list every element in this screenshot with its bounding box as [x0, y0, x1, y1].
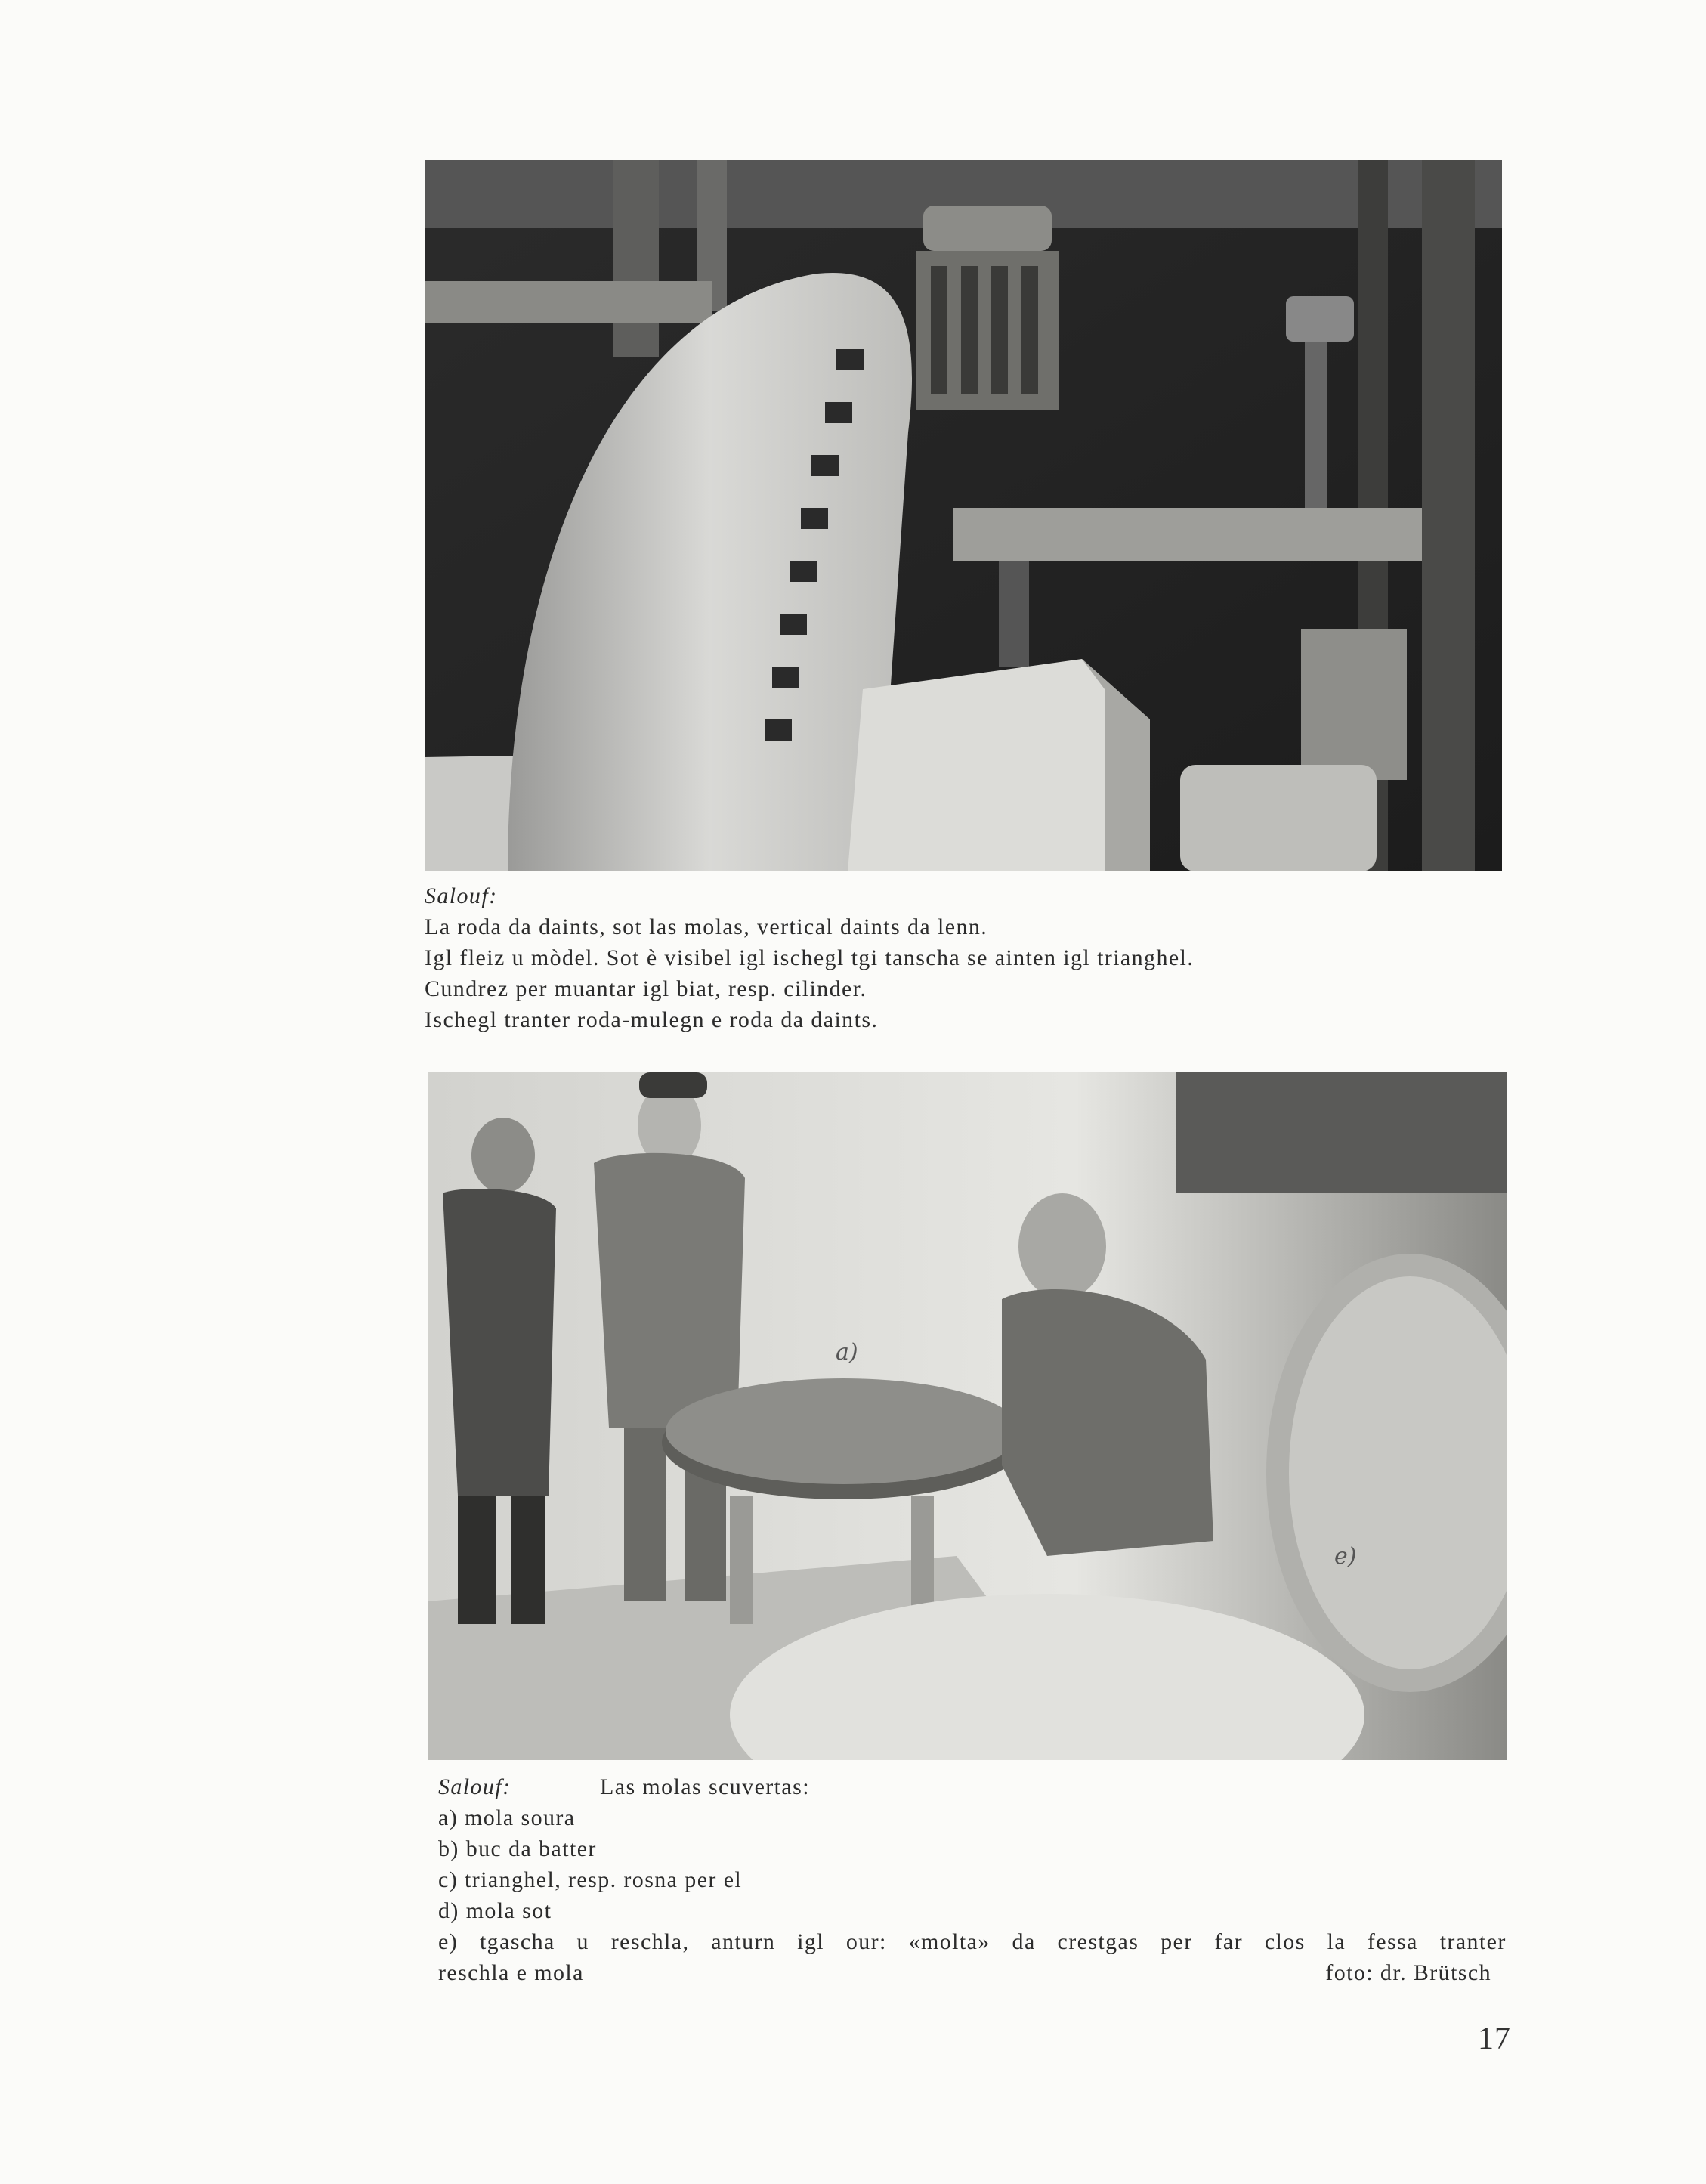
caption-item-e-end: reschla e mola	[438, 1960, 584, 1985]
caption-word: u	[576, 1929, 589, 1954]
caption-word: our:	[845, 1929, 887, 1954]
caption-word: la	[1327, 1929, 1346, 1954]
caption-item-d: d) mola sot	[438, 1898, 552, 1923]
caption-title: Las molas scuvertas:	[600, 1774, 810, 1799]
caption-line: Cundrez per muantar igl biat, resp. cilinder.	[425, 976, 867, 1001]
photo-millstones-uncovered	[428, 1072, 1507, 1760]
caption-line: Igl fleiz u mòdel. Sot è visibel igl ischegl tgi tanscha se ainten igl trianghel.	[425, 945, 1195, 970]
page-number: 17	[1478, 2022, 1511, 2056]
caption-word: reschla,	[610, 1929, 690, 1954]
photo-2-caption	[438, 1771, 1507, 1988]
millstones-illustration	[428, 1072, 1507, 1760]
caption-word: igl	[797, 1929, 824, 1954]
caption-heading-line	[438, 1771, 1507, 1802]
caption-word: tgascha	[479, 1929, 555, 1954]
caption-item-c: c) trianghel, resp. rosna per el	[438, 1867, 743, 1892]
caption-word: da	[1012, 1929, 1036, 1954]
mark-a-label: a)	[836, 1339, 858, 1366]
photo-gear-wheel	[425, 160, 1502, 871]
caption-word: tranter	[1439, 1929, 1507, 1954]
caption-item-b: b) buc da batter	[438, 1836, 597, 1861]
photo-credit: foto: dr. Brütsch	[1325, 1960, 1491, 1985]
caption-item-e-continuation	[438, 1957, 1507, 1988]
caption-place: Salouf:	[438, 1774, 511, 1799]
caption-word: crestgas	[1057, 1929, 1139, 1954]
caption-word: e)	[438, 1929, 459, 1954]
caption-word: anturn	[711, 1929, 776, 1954]
caption-item-e	[438, 1926, 1507, 1957]
mark-e-label: e)	[1334, 1543, 1357, 1570]
caption-word: per	[1161, 1929, 1193, 1954]
caption-line: Ischegl tranter roda-mulegn e roda da daints.	[425, 1007, 879, 1032]
caption-place: Salouf:	[425, 883, 498, 908]
caption-word: fessa	[1367, 1929, 1418, 1954]
caption-item-a: a) mola soura	[438, 1805, 576, 1830]
caption-word: «molta»	[908, 1929, 991, 1954]
photo-1-caption	[425, 880, 1505, 1035]
caption-word: clos	[1264, 1929, 1306, 1954]
gear-wheel-illustration	[425, 160, 1502, 871]
caption-line: La roda da daints, sot las molas, vertical daints da lenn.	[425, 914, 988, 939]
caption-word: far	[1214, 1929, 1243, 1954]
